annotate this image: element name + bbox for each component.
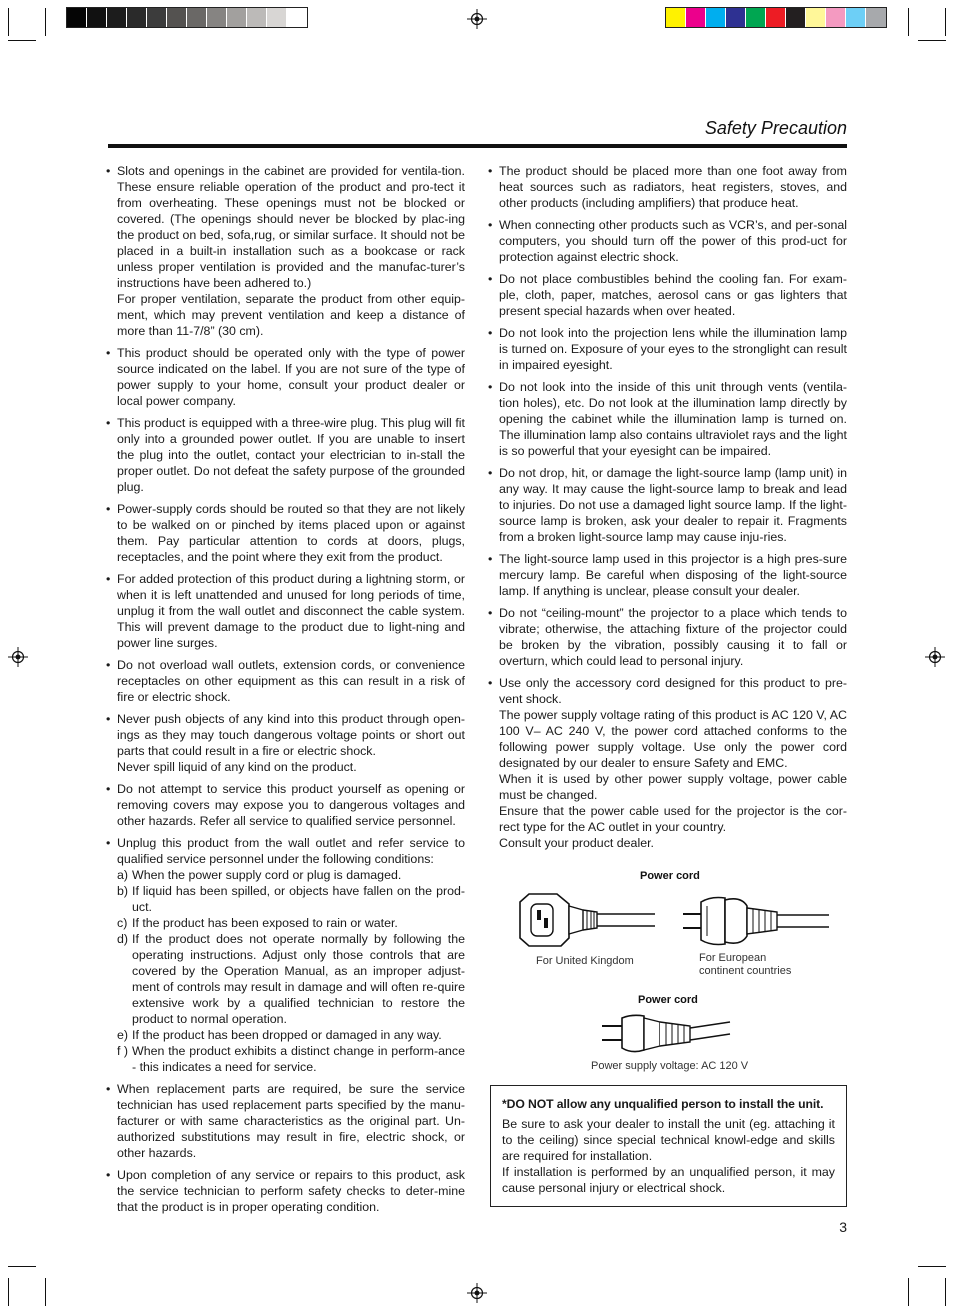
color-swatch <box>187 8 207 27</box>
safety-item <box>104 501 465 565</box>
installation-warning-box <box>490 1085 847 1207</box>
safety-item <box>104 1081 465 1161</box>
safety-item <box>104 657 465 705</box>
registration-mark-icon <box>467 9 487 29</box>
condition-item <box>117 883 465 915</box>
safety-item-text: • Upon completion of any service or repairs to this product, ask the service technician to perform safety checks to deter-mine that the product is in proper operating condition. <box>117 1168 465 1214</box>
safety-item-text: When it is used by other power supply voltage, power cable must be changed. <box>499 772 847 802</box>
warning-paragraph: If installation is performed by an unqualified person, it may cause personal injury or electrical shock. <box>502 1165 835 1195</box>
safety-item-text: • Use only the accessory cord designed for this product to pre-vent shock. <box>499 676 847 706</box>
condition-text: If the product has been exposed to rain or water. <box>132 916 398 930</box>
condition-label: a) <box>117 868 129 882</box>
safety-item-text: For proper ventilation, separate the product from other equip-ment, which may prevent ventilation and keep a distance of more than 11-7/8” (30 cm). <box>117 292 465 338</box>
color-swatch <box>766 8 786 27</box>
safety-item <box>104 835 465 1075</box>
condition-text: If liquid has been spilled, or objects have fallen on the prod-uct. <box>132 884 465 914</box>
color-swatch <box>147 8 167 27</box>
safety-item-text: • This product should be operated only with the type of power source indicated on the label. If you are not sure of the type of power supply to your home, consult your product dealer or local power company. <box>117 346 465 408</box>
european-plug-caption-line2: continent countries <box>699 965 792 977</box>
safety-item <box>486 675 847 851</box>
color-swatch <box>826 8 846 27</box>
safety-item-text: • Power-supply cords should be routed so that they are not likely to be walked on or pinched by items placed upon or against them. Pay particular attention to cords at doors, plugs, receptacles, and the point where they exit from the product. <box>117 502 465 564</box>
color-swatch <box>167 8 187 27</box>
color-swatch <box>87 8 107 27</box>
european-plug-caption <box>699 952 791 978</box>
safety-item <box>104 571 465 651</box>
warning-title: *DO NOT allow any unqualified person to install the unit. <box>502 1097 824 1111</box>
safety-item <box>104 781 465 829</box>
condition-item <box>117 867 465 883</box>
safety-item-text: • The light-source lamp used in this projector is a high pres-sure mercury lamp. Be careful when disposing of the light-source lamp. If anything is unclear, please consult your dealer. <box>499 552 847 598</box>
color-swatch <box>746 8 766 27</box>
color-swatch <box>227 8 247 27</box>
condition-item <box>117 1043 465 1075</box>
safety-item-text: Consult your product dealer. <box>499 836 654 850</box>
european-plug-icon <box>681 892 831 950</box>
condition-text: If the product does not operate normally by following the operating instructions. Adjust only those controls that are covered by the Operation Manual, as an improper adjust-ment of controls may result in damage and will often re-quire extensive work by a qualified technician to restore the product to normal operation. <box>132 932 465 1026</box>
us-plug-icon <box>600 1010 732 1058</box>
condition-label: f ) <box>117 1044 129 1058</box>
color-swatch <box>726 8 746 27</box>
color-swatch <box>846 8 866 27</box>
uk-plug-icon <box>517 890 657 950</box>
page-number: 3 <box>839 1219 847 1235</box>
safety-item-text: • Do not drop, hit, or damage the light-source lamp (lamp unit) in any way. It may cause the light-source lamp to break and lead to injuries. Do not use a damaged light source lamp. If the light-source lamp is broken, ask your dealer to repair it. Fragments from a broken light-source lamp may cause inju-ries. <box>499 466 847 544</box>
left-column <box>104 163 465 1221</box>
color-swatch <box>107 8 127 27</box>
condition-item <box>117 931 465 1027</box>
safety-item <box>104 1167 465 1215</box>
safety-item-text: • The product should be placed more than one foot away from heat sources such as radiators, heat registers, stoves, and other products (including amplifiers) that produce heat. <box>499 164 847 210</box>
registration-mark-icon <box>925 647 945 667</box>
safety-item-text: • Never push objects of any kind into this product through open-ings as they may touch dangerous voltage points or short out parts that could result in a fire or electric shock. <box>117 712 465 758</box>
european-plug-caption-line1: For European <box>699 952 767 964</box>
safety-item <box>486 163 847 211</box>
safety-item-text: • This product is equipped with a three-wire plug. This plug will fit only into a grounded power outlet. If you are unable to insert the plug into the outlet, contact your electrician to in-stall the proper outlet. Do not defeat the safety purpose of the grounded plug. <box>117 416 465 494</box>
safety-item <box>486 271 847 319</box>
condition-item <box>117 915 465 931</box>
color-swatch <box>666 8 686 27</box>
color-swatch <box>786 8 806 27</box>
safety-item-text: • Slots and openings in the cabinet are provided for ventila-tion. These ensure reliable operation of the product and pro-tect it from overheating. These openings must not be blocked or covered. (The openings should never be blocked by plac-ing the product on bed, sofa,rug, or similar surface. It should not be placed in a built-in installation such as a bookcase or rack unless proper ventilation is provided and the manufac-turer’s instructions have been adhered to.) <box>117 164 465 290</box>
safety-item-text: • Do not “ceiling-mount” the projector to a place which tends to vibrate; otherwise, the attaching fixture of the projector could be broken by the vibration, possibly causing it to fall or overturn, which could lead to personal injury. <box>499 606 847 668</box>
condition-label: e) <box>117 1028 129 1042</box>
safety-item-text: • Do not place combustibles behind the cooling fan. For exam-ple, cloth, paper, matches, aerosol cans or gas lighters that present special hazards when over heated. <box>499 272 847 318</box>
safety-item-text: • Do not look into the projection lens while the illumination lamp is turned on. Exposure of your eyes to the stronglight can result in impaired eyesight. <box>499 326 847 372</box>
safety-item-text: • Do not look into the inside of this unit through vents (ventila-tion holes), etc. Do not look at the illumination lamp directly by opening the cabinet while the illumination lamp is turned on. The illumination lamp also contains ultraviolet rays and the light is so powerful that your eyesight can be impaired. <box>499 380 847 458</box>
condition-text: When the product exhibits a distinct change in perform-ance - this indicates a need for service. <box>132 1044 465 1074</box>
color-calibration-bar <box>665 7 887 28</box>
condition-text: When the power supply cord or plug is damaged. <box>132 868 402 882</box>
color-swatch <box>287 8 307 27</box>
safety-item-text: • Do not attempt to service this product yourself as opening or removing covers may expose you to dangerous voltages and other hazards. Refer all service to qualified service personnel. <box>117 782 465 828</box>
safety-item <box>104 345 465 409</box>
safety-item-text: • When connecting other products such as VCR’s, and per-sonal computers, you should turn off the power of this prod-uct for protection against electric shock. <box>499 218 847 264</box>
safety-item <box>104 163 465 339</box>
safety-item <box>486 551 847 599</box>
us-plug-caption: Power supply voltage: AC 120 V <box>591 1060 749 1072</box>
safety-item <box>486 605 847 669</box>
condition-label: c) <box>117 916 128 930</box>
color-swatch <box>207 8 227 27</box>
color-swatch <box>67 8 87 27</box>
condition-text: If the product has been dropped or damaged in any way. <box>132 1028 442 1042</box>
uk-plug-caption: For United Kingdom <box>536 955 634 967</box>
safety-item <box>486 465 847 545</box>
color-swatch <box>706 8 726 27</box>
safety-list-right <box>486 163 847 851</box>
safety-item-text: • When replacement parts are required, be sure the service technician has used replacement parts specified by the manu-facturer or with same characteristics as the original part. Un-authorized substitutions may result in fire, electric shock, or other hazards. <box>117 1082 465 1160</box>
safety-item-text: The power supply voltage rating of this product is AC 120 V, AC 100 V– AC 240 V, the power cord attached conforms to the following power supply voltage. Use only the power cord designated by our dealer to ensure Safety and EMC. <box>499 708 847 770</box>
safety-item-text: • For added protection of this product during a lightning storm, or when it is left unattended and unused for long periods of time, unplug it from the wall outlet and disconnect the cable system. This will prevent damage to the product due to light-ning and power line surges. <box>117 572 465 650</box>
condition-label: d) <box>117 932 129 946</box>
color-swatch <box>866 8 886 27</box>
condition-item <box>117 1027 465 1043</box>
color-swatch <box>686 8 706 27</box>
safety-list-left <box>104 163 465 1215</box>
color-swatch <box>806 8 826 27</box>
header-divider <box>108 144 847 148</box>
safety-item <box>104 711 465 775</box>
warning-paragraph: Be sure to ask your dealer to install the unit (eg. attaching it to the ceiling) since special technical knowl-edge and skills are required for installation. <box>502 1117 835 1163</box>
registration-mark-icon <box>467 1283 487 1303</box>
page-title: Safety Precaution <box>704 118 847 138</box>
condition-label: b) <box>117 884 129 898</box>
safety-item-text: • Unplug this product from the wall outlet and refer service to qualified service personnel under the following conditions: <box>117 836 465 866</box>
color-swatch <box>247 8 267 27</box>
safety-item <box>486 379 847 459</box>
safety-item-text: • Do not overload wall outlets, extension cords, or convenience receptacles on other equipment as this can result in a risk of fire or electric shock. <box>117 658 465 704</box>
color-swatch <box>267 8 287 27</box>
safety-item <box>486 325 847 373</box>
power-cord-title-2: Power cord <box>638 994 698 1006</box>
registration-mark-icon <box>8 647 28 667</box>
safety-item <box>104 415 465 495</box>
power-cord-title: Power cord <box>640 870 700 882</box>
safety-item <box>486 217 847 265</box>
right-column <box>486 163 847 857</box>
color-swatch <box>127 8 147 27</box>
safety-item-text: Ensure that the power cable used for the projector is the cor-rect type for the AC outlet in your country. <box>499 804 847 834</box>
grayscale-calibration-bar <box>66 7 308 28</box>
safety-item-text: Never spill liquid of any kind on the product. <box>117 760 357 774</box>
